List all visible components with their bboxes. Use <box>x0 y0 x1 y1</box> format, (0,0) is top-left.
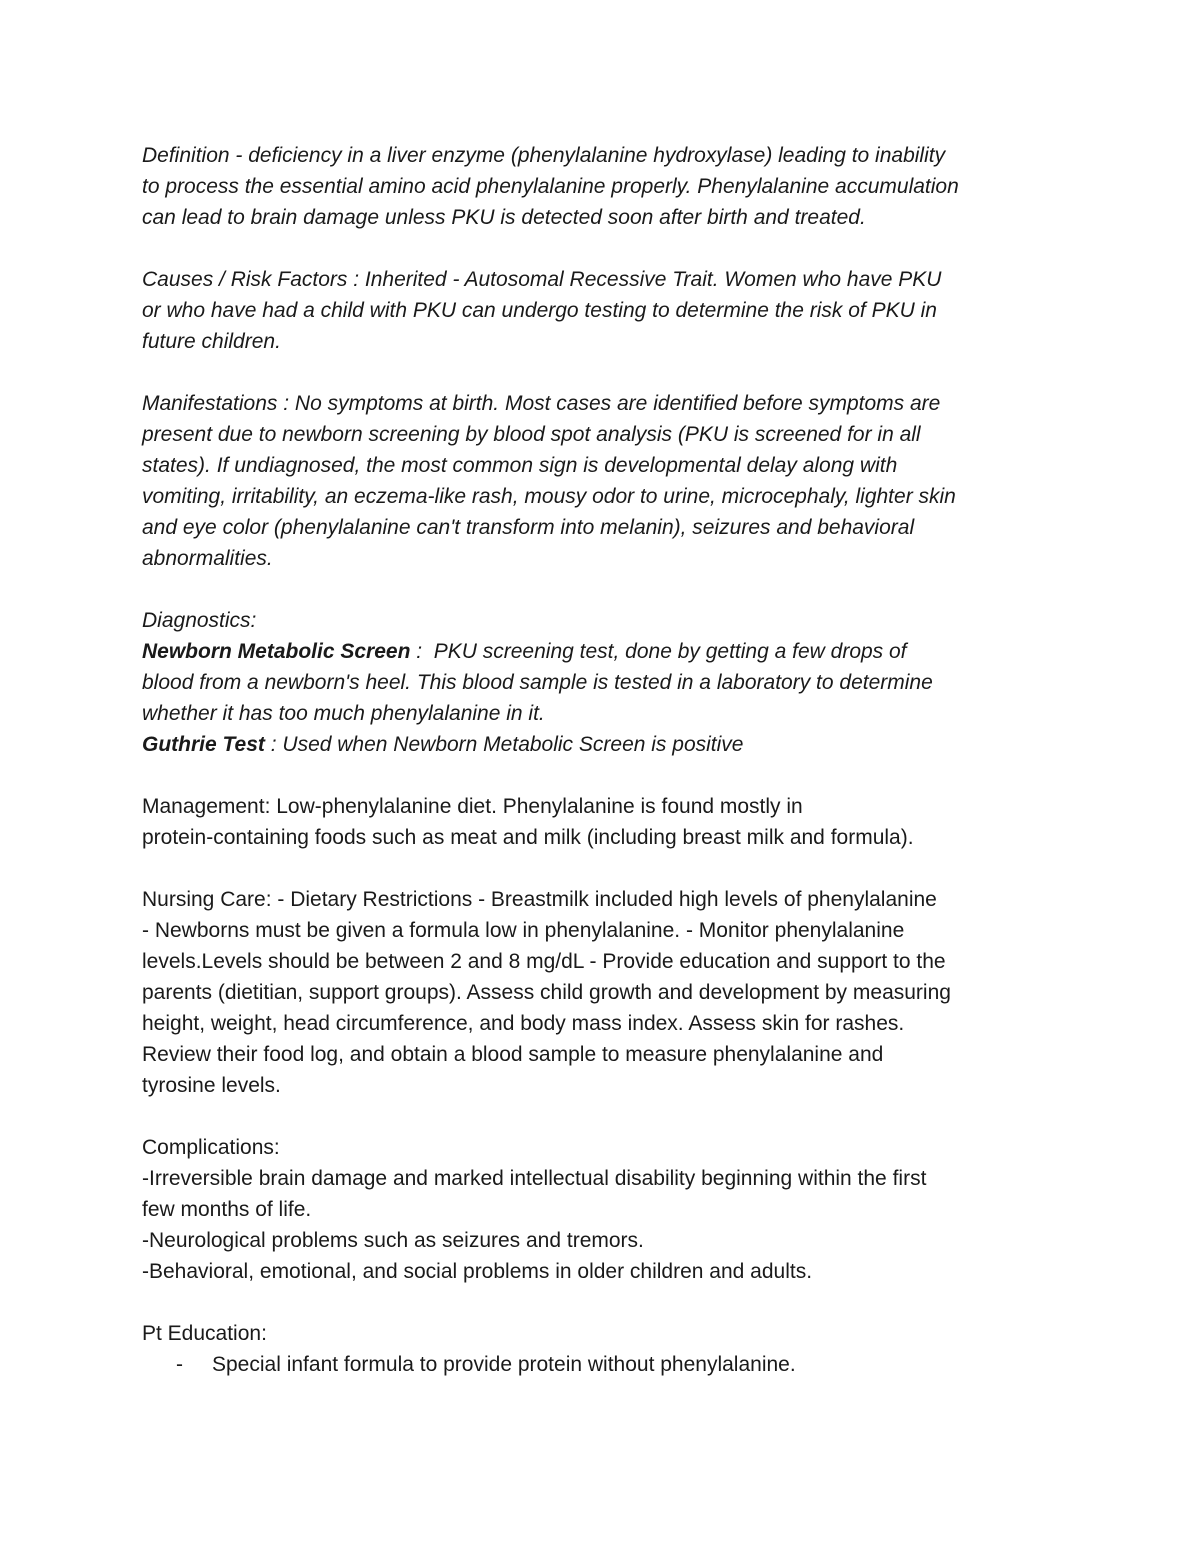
newborn-screen-line-1 <box>142 636 1082 667</box>
newborn-screen-line-3: whether it has too much phenylalanine in it. <box>142 702 545 725</box>
nursing-care-line-6: Review their food log, and obtain a blood sample to measure phenylalanine and <box>142 1043 884 1066</box>
causes-line-3: future children. <box>142 330 281 353</box>
manifestations-line-1: Manifestations : No symptoms at birth. Most cases are identified before symptoms are <box>142 392 941 415</box>
complications-line-1: -Irreversible brain damage and marked intellectual disability beginning within the first <box>142 1167 927 1190</box>
nursing-care-line-7: tyrosine levels. <box>142 1074 281 1097</box>
nursing-care-line-1: Nursing Care: - Dietary Restrictions - Breastmilk included high levels of phenylalanine <box>142 888 937 911</box>
nursing-care-line-4: parents (dietitian, support groups). Assess child growth and development by measuring <box>142 981 951 1004</box>
management-line-2: protein-containing foods such as meat and milk (including breast milk and formula). <box>142 826 914 849</box>
diagnostics-section <box>142 605 1082 760</box>
list-item <box>142 1349 1082 1380</box>
complications-line-4: -Behavioral, emotional, and social problems in older children and adults. <box>142 1260 813 1283</box>
definition-line-1: Definition - deficiency in a liver enzyme (phenylalanine hydroxylase) leading to inability <box>142 144 946 167</box>
complications-heading: Complications: <box>142 1136 280 1159</box>
definition-paragraph <box>142 140 1082 233</box>
pt-education-list <box>142 1349 1082 1380</box>
manifestations-line-2: present due to newborn screening by blood spot analysis (PKU is screened for in all <box>142 423 921 446</box>
manifestations-paragraph <box>142 388 1082 574</box>
manifestations-line-3: states). If undiagnosed, the most common sign is developmental delay along with <box>142 454 898 477</box>
nursing-care-line-5: height, weight, head circumference, and body mass index. Assess skin for rashes. <box>142 1012 905 1035</box>
nursing-care-line-2: - Newborns must be given a formula low in phenylalanine. - Monitor phenylalanine <box>142 919 905 942</box>
complications-section <box>142 1132 1082 1287</box>
guthrie-test-line <box>142 729 1082 760</box>
definition-line-3: can lead to brain damage unless PKU is detected soon after birth and treated. <box>142 206 866 229</box>
manifestations-line-6: abnormalities. <box>142 547 273 570</box>
guthrie-test-desc: : Used when Newborn Metabolic Screen is positive <box>264 733 744 756</box>
pt-education-item-text: Special infant formula to provide protein without phenylalanine. <box>212 1353 796 1376</box>
management-paragraph <box>142 791 1082 853</box>
causes-line-1: Causes / Risk Factors : Inherited - Autosomal Recessive Trait. Women who have PKU <box>142 268 942 291</box>
pt-education-heading: Pt Education: <box>142 1322 267 1345</box>
guthrie-test-term: Guthrie Test <box>142 733 265 756</box>
nursing-care-line-3: levels.Levels should be between 2 and 8 mg/dL - Provide education and support to the <box>142 950 946 973</box>
manifestations-line-4: vomiting, irritability, an eczema-like rash, mousy odor to urine, microcephaly, lighter skin <box>142 485 956 508</box>
diagnostics-heading: Diagnostics: <box>142 609 257 632</box>
causes-paragraph <box>142 264 1082 357</box>
document-body <box>142 140 1082 1380</box>
definition-line-2: to process the essential amino acid phenylalanine properly. Phenylalanine accumulation <box>142 175 959 198</box>
bullet-dash-icon: - <box>176 1353 183 1376</box>
nursing-care-paragraph <box>142 884 1082 1101</box>
complications-line-3: -Neurological problems such as seizures and tremors. <box>142 1229 644 1252</box>
manifestations-line-5: and eye color (phenylalanine can't transform into melanin), seizures and behavioral <box>142 516 915 539</box>
newborn-screen-term: Newborn Metabolic Screen <box>142 640 411 663</box>
management-line-1: Management: Low-phenylalanine diet. Phenylalanine is found mostly in <box>142 795 803 818</box>
newborn-screen-desc: : PKU screening test, done by getting a few drops of <box>410 640 907 663</box>
newborn-screen-line-2: blood from a newborn's heel. This blood sample is tested in a laboratory to determine <box>142 671 933 694</box>
pt-education-section <box>142 1318 1082 1380</box>
complications-line-2: few months of life. <box>142 1198 312 1221</box>
causes-line-2: or who have had a child with PKU can undergo testing to determine the risk of PKU in <box>142 299 937 322</box>
